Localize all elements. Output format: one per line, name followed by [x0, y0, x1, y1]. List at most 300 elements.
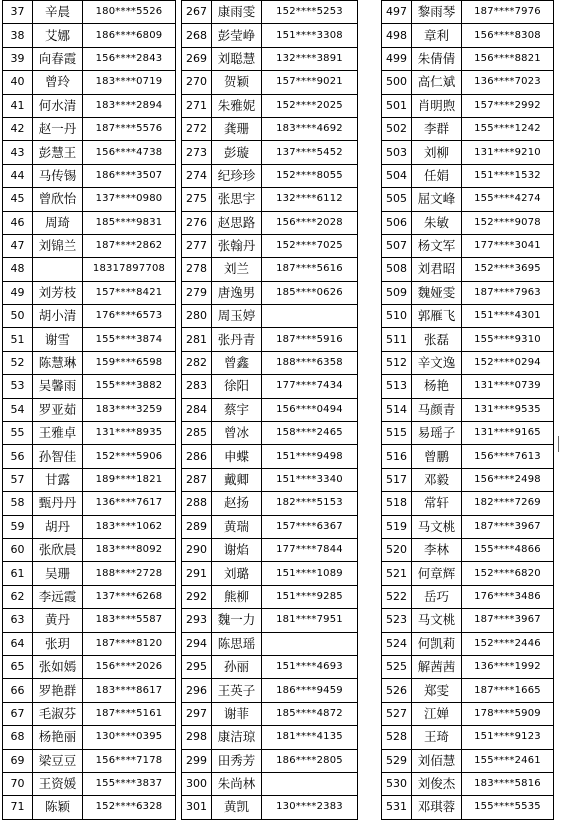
table-row [382, 585, 554, 608]
phone-number: 177****7434 [262, 375, 358, 398]
row-number: 57 [3, 468, 33, 491]
person-name: 陈颖 [33, 796, 83, 819]
person-name: 杨艳 [412, 375, 462, 398]
phone-number: 131****8935 [83, 422, 176, 445]
row-number: 46 [3, 211, 33, 234]
person-name: 谢焰 [212, 538, 262, 561]
table-row [382, 515, 554, 538]
table-row [182, 562, 358, 585]
phone-number: 157****6367 [262, 515, 358, 538]
row-number: 507 [382, 234, 412, 257]
person-name: 曾鑫 [212, 351, 262, 374]
person-name: 罗亚茹 [33, 398, 83, 421]
row-number: 511 [382, 328, 412, 351]
phone-number: 151****9123 [462, 726, 554, 749]
row-number: 70 [3, 772, 33, 795]
table-row [3, 188, 176, 211]
scroll-edge-mark [558, 436, 559, 452]
person-name: 蔡宇 [212, 398, 262, 421]
person-name: 彭莹峥 [212, 24, 262, 47]
row-number: 44 [3, 164, 33, 187]
table-row [182, 609, 358, 632]
row-number: 285 [182, 422, 212, 445]
table-row [182, 679, 358, 702]
phone-number: 132****6112 [262, 188, 358, 211]
row-number: 277 [182, 234, 212, 257]
table-row [3, 562, 176, 585]
row-number: 50 [3, 305, 33, 328]
row-number: 37 [3, 1, 33, 24]
person-name: 王雅卓 [33, 422, 83, 445]
table-row [182, 702, 358, 725]
table-row [182, 305, 358, 328]
phone-number: 130****0395 [83, 726, 176, 749]
person-name: 艾娜 [33, 24, 83, 47]
table-row [382, 655, 554, 678]
row-number: 49 [3, 281, 33, 304]
table-row [382, 281, 554, 304]
person-name: 高仁斌 [412, 71, 462, 94]
table-row [3, 609, 176, 632]
table-row [382, 117, 554, 140]
table-row [382, 1, 554, 24]
person-name: 马文桃 [412, 609, 462, 632]
phone-number: 182****5153 [262, 492, 358, 515]
row-number: 41 [3, 94, 33, 117]
row-number: 503 [382, 141, 412, 164]
row-number: 54 [3, 398, 33, 421]
table-row [382, 562, 554, 585]
phone-number: 181****7951 [262, 609, 358, 632]
phone-number [262, 772, 358, 795]
phone-number: 155****9310 [462, 328, 554, 351]
person-name: 孙智佳 [33, 445, 83, 468]
table-row [382, 71, 554, 94]
phone-number: 187****5916 [262, 328, 358, 351]
phone-number: 152****0294 [462, 351, 554, 374]
phone-number: 132****3891 [262, 47, 358, 70]
table-row [382, 24, 554, 47]
person-name: 胡丹 [33, 515, 83, 538]
phone-number: 152****8055 [262, 164, 358, 187]
phone-number: 178****5909 [462, 702, 554, 725]
table-row [3, 375, 176, 398]
person-name: 周琦 [33, 211, 83, 234]
person-name: 申蝶 [212, 445, 262, 468]
phone-number: 183****1062 [83, 515, 176, 538]
table-row [3, 234, 176, 257]
phone-number: 152****2446 [462, 632, 554, 655]
phone-number: 152****5253 [262, 1, 358, 24]
table-row [382, 94, 554, 117]
row-number: 38 [3, 24, 33, 47]
person-name: 孙丽 [212, 655, 262, 678]
phone-number: 183****5816 [462, 772, 554, 795]
row-number: 526 [382, 679, 412, 702]
row-number: 283 [182, 375, 212, 398]
table-row [382, 375, 554, 398]
phone-number: 156****8308 [462, 24, 554, 47]
person-name: 辛文逸 [412, 351, 462, 374]
phone-number: 186****3507 [83, 164, 176, 187]
row-number: 299 [182, 749, 212, 772]
row-number: 55 [3, 422, 33, 445]
row-number: 66 [3, 679, 33, 702]
phone-number: 186****9459 [262, 679, 358, 702]
row-number: 508 [382, 258, 412, 281]
table-row [382, 445, 554, 468]
table-row [182, 726, 358, 749]
table-row [382, 422, 554, 445]
table-row [182, 655, 358, 678]
table-row [182, 24, 358, 47]
person-name: 谢菲 [212, 702, 262, 725]
row-number: 56 [3, 445, 33, 468]
row-number: 274 [182, 164, 212, 187]
person-name [33, 258, 83, 281]
phone-number: 188****2728 [83, 562, 176, 585]
table-row [3, 632, 176, 655]
table-row [3, 702, 176, 725]
phone-number: 183****0719 [83, 71, 176, 94]
table-row [3, 726, 176, 749]
row-number: 279 [182, 281, 212, 304]
table-row [3, 515, 176, 538]
row-number: 69 [3, 749, 33, 772]
row-number: 267 [182, 1, 212, 24]
person-name: 陈思瑶 [212, 632, 262, 655]
person-name: 王英子 [212, 679, 262, 702]
row-number: 288 [182, 492, 212, 515]
row-number: 300 [182, 772, 212, 795]
phone-number: 155****3882 [83, 375, 176, 398]
table-row [3, 679, 176, 702]
phone-number: 188****6358 [262, 351, 358, 374]
phone-number: 137****0980 [83, 188, 176, 211]
person-name: 李林 [412, 538, 462, 561]
row-number: 296 [182, 679, 212, 702]
row-number: 510 [382, 305, 412, 328]
phone-number: 156****2026 [83, 655, 176, 678]
table-row [182, 328, 358, 351]
row-number: 294 [182, 632, 212, 655]
person-name: 马文桃 [412, 515, 462, 538]
person-name: 张玥 [33, 632, 83, 655]
row-number: 497 [382, 1, 412, 24]
phone-number: 131****9535 [462, 398, 554, 421]
phone-number: 152****2025 [262, 94, 358, 117]
row-number: 43 [3, 141, 33, 164]
person-name: 李远霞 [33, 585, 83, 608]
table-row [182, 234, 358, 257]
phone-number: 187****3967 [462, 609, 554, 632]
phone-number: 136****7617 [83, 492, 176, 515]
table-row [182, 258, 358, 281]
person-name: 何凯莉 [412, 632, 462, 655]
phone-number: 156****2498 [462, 468, 554, 491]
table-row [3, 71, 176, 94]
table-row [182, 351, 358, 374]
phone-number: 131****9165 [462, 422, 554, 445]
table-row [382, 258, 554, 281]
row-number: 531 [382, 796, 412, 819]
person-name: 常轩 [412, 492, 462, 515]
person-name: 邓毅 [412, 468, 462, 491]
phone-number: 183****5587 [83, 609, 176, 632]
row-number: 276 [182, 211, 212, 234]
person-name: 吴馨雨 [33, 375, 83, 398]
row-number: 518 [382, 492, 412, 515]
person-name: 谢雪 [33, 328, 83, 351]
person-name: 熊柳 [212, 585, 262, 608]
person-name: 江婵 [412, 702, 462, 725]
row-number: 64 [3, 632, 33, 655]
phone-number: 152****5906 [83, 445, 176, 468]
table-row [182, 749, 358, 772]
person-name: 胡小清 [33, 305, 83, 328]
person-name: 陈慧琳 [33, 351, 83, 374]
row-number: 61 [3, 562, 33, 585]
person-name: 刘佰慧 [412, 749, 462, 772]
phone-number: 155****1242 [462, 117, 554, 140]
phone-number: 187****8120 [83, 632, 176, 655]
table-row [182, 94, 358, 117]
table-row [182, 515, 358, 538]
person-name: 刘璐 [212, 562, 262, 585]
person-name: 刘兰 [212, 258, 262, 281]
phone-number: 152****6328 [83, 796, 176, 819]
row-number: 289 [182, 515, 212, 538]
table-row [382, 468, 554, 491]
table-row [382, 234, 554, 257]
phone-number: 156****7613 [462, 445, 554, 468]
person-name: 彭璇 [212, 141, 262, 164]
table-row [382, 632, 554, 655]
table-row [3, 538, 176, 561]
person-name: 黄丹 [33, 609, 83, 632]
table-row [3, 94, 176, 117]
phone-number: 136****7023 [462, 71, 554, 94]
table-row [182, 375, 358, 398]
row-number: 301 [182, 796, 212, 819]
person-name: 解茜茜 [412, 655, 462, 678]
row-number: 71 [3, 796, 33, 819]
table-row [3, 398, 176, 421]
row-number: 281 [182, 328, 212, 351]
row-number: 290 [182, 538, 212, 561]
phone-number: 187****5616 [262, 258, 358, 281]
phone-number: 137****6268 [83, 585, 176, 608]
phone-number: 187****3967 [462, 515, 554, 538]
phone-number: 151****1089 [262, 562, 358, 585]
table-row [382, 749, 554, 772]
phone-number: 185****0626 [262, 281, 358, 304]
table-row [182, 468, 358, 491]
person-name: 田秀芳 [212, 749, 262, 772]
table-row [382, 726, 554, 749]
row-number: 47 [3, 234, 33, 257]
table-row [3, 117, 176, 140]
person-name: 刘柳 [412, 141, 462, 164]
person-name: 郑雯 [412, 679, 462, 702]
phone-number: 156****4738 [83, 141, 176, 164]
table-row [3, 422, 176, 445]
table-row [3, 655, 176, 678]
phone-number: 185****4872 [262, 702, 358, 725]
table-row [182, 492, 358, 515]
row-number: 500 [382, 71, 412, 94]
table-row [382, 211, 554, 234]
table-row [182, 141, 358, 164]
phone-number: 131****0739 [462, 375, 554, 398]
phone-number: 187****7963 [462, 281, 554, 304]
person-name: 康洁琼 [212, 726, 262, 749]
phone-number: 156****8821 [462, 47, 554, 70]
phone-number: 155****4866 [462, 538, 554, 561]
row-number: 39 [3, 47, 33, 70]
phone-number: 155****5535 [462, 796, 554, 819]
table-row [3, 772, 176, 795]
phone-number: 152****6820 [462, 562, 554, 585]
row-number: 58 [3, 492, 33, 515]
person-name: 黄凯 [212, 796, 262, 819]
table-row [3, 281, 176, 304]
phone-number [262, 632, 358, 655]
phone-number: 152****7025 [262, 234, 358, 257]
phone-number: 151****4301 [462, 305, 554, 328]
row-number: 516 [382, 445, 412, 468]
person-name: 王琦 [412, 726, 462, 749]
table-row [182, 188, 358, 211]
phone-number: 156****2028 [262, 211, 358, 234]
table-row [382, 772, 554, 795]
phone-number [262, 305, 358, 328]
row-number: 502 [382, 117, 412, 140]
phone-number: 156****0494 [262, 398, 358, 421]
table-row [182, 1, 358, 24]
table-row [182, 117, 358, 140]
phone-number: 155****2461 [462, 749, 554, 772]
person-name: 朱敏 [412, 211, 462, 234]
table-row [382, 305, 554, 328]
roster-table-2-body [182, 1, 358, 820]
person-name: 刘俊杰 [412, 772, 462, 795]
person-name: 戴卿 [212, 468, 262, 491]
table-row [3, 258, 176, 281]
row-number: 271 [182, 94, 212, 117]
phone-number: 187****5576 [83, 117, 176, 140]
phone-number: 151****3308 [262, 24, 358, 47]
phone-number: 18317897708 [83, 258, 176, 281]
roster-table-2 [181, 0, 358, 820]
person-name: 刘君昭 [412, 258, 462, 281]
table-row [182, 47, 358, 70]
person-name: 徐阳 [212, 375, 262, 398]
phone-number: 176****3486 [462, 585, 554, 608]
table-row [382, 398, 554, 421]
row-number: 51 [3, 328, 33, 351]
phone-number: 151****1532 [462, 164, 554, 187]
row-number: 275 [182, 188, 212, 211]
phone-number: 187****5161 [83, 702, 176, 725]
table-row [182, 796, 358, 819]
phone-number: 155****3837 [83, 772, 176, 795]
table-row [382, 538, 554, 561]
table-row [3, 1, 176, 24]
person-name: 张丹青 [212, 328, 262, 351]
row-number: 291 [182, 562, 212, 585]
phone-number: 151****3340 [262, 468, 358, 491]
row-number: 501 [382, 94, 412, 117]
row-number: 293 [182, 609, 212, 632]
table-row [382, 702, 554, 725]
phone-number: 136****1992 [462, 655, 554, 678]
row-number: 499 [382, 47, 412, 70]
person-name: 赵一丹 [33, 117, 83, 140]
row-number: 529 [382, 749, 412, 772]
person-name: 罗艳群 [33, 679, 83, 702]
phone-number: 177****7844 [262, 538, 358, 561]
phone-number: 187****1665 [462, 679, 554, 702]
table-row [3, 468, 176, 491]
person-name: 毛淑芬 [33, 702, 83, 725]
person-name: 曾玲 [33, 71, 83, 94]
phone-number: 131****9210 [462, 141, 554, 164]
table-row [3, 24, 176, 47]
person-name: 张翰丹 [212, 234, 262, 257]
person-name: 章利 [412, 24, 462, 47]
person-name: 张磊 [412, 328, 462, 351]
person-name: 曾欣怡 [33, 188, 83, 211]
roster-table-1-body [3, 1, 176, 820]
person-name: 纪珍珍 [212, 164, 262, 187]
phone-number: 176****6573 [83, 305, 176, 328]
row-number: 523 [382, 609, 412, 632]
person-name: 何章辉 [412, 562, 462, 585]
row-number: 513 [382, 375, 412, 398]
phone-number: 180****5526 [83, 1, 176, 24]
person-name: 辛晨 [33, 1, 83, 24]
table-row [382, 47, 554, 70]
table-row [182, 632, 358, 655]
person-name: 周玉婷 [212, 305, 262, 328]
phone-number: 156****7178 [83, 749, 176, 772]
table-row [182, 772, 358, 795]
row-number: 528 [382, 726, 412, 749]
person-name: 杨艳丽 [33, 726, 83, 749]
table-row [3, 328, 176, 351]
row-number: 522 [382, 585, 412, 608]
row-number: 60 [3, 538, 33, 561]
row-number: 52 [3, 351, 33, 374]
person-name: 刘锦兰 [33, 234, 83, 257]
person-name: 曾鹏 [412, 445, 462, 468]
person-name: 梁豆豆 [33, 749, 83, 772]
row-number: 287 [182, 468, 212, 491]
row-number: 282 [182, 351, 212, 374]
table-row [3, 211, 176, 234]
roster-table-3 [381, 0, 554, 820]
person-name: 贺颖 [212, 71, 262, 94]
person-name: 甘露 [33, 468, 83, 491]
table-row [382, 351, 554, 374]
table-row [182, 71, 358, 94]
row-number: 286 [182, 445, 212, 468]
person-name: 马传锡 [33, 164, 83, 187]
phone-number: 177****3041 [462, 234, 554, 257]
person-name: 魏娅雯 [412, 281, 462, 304]
table-row [182, 538, 358, 561]
